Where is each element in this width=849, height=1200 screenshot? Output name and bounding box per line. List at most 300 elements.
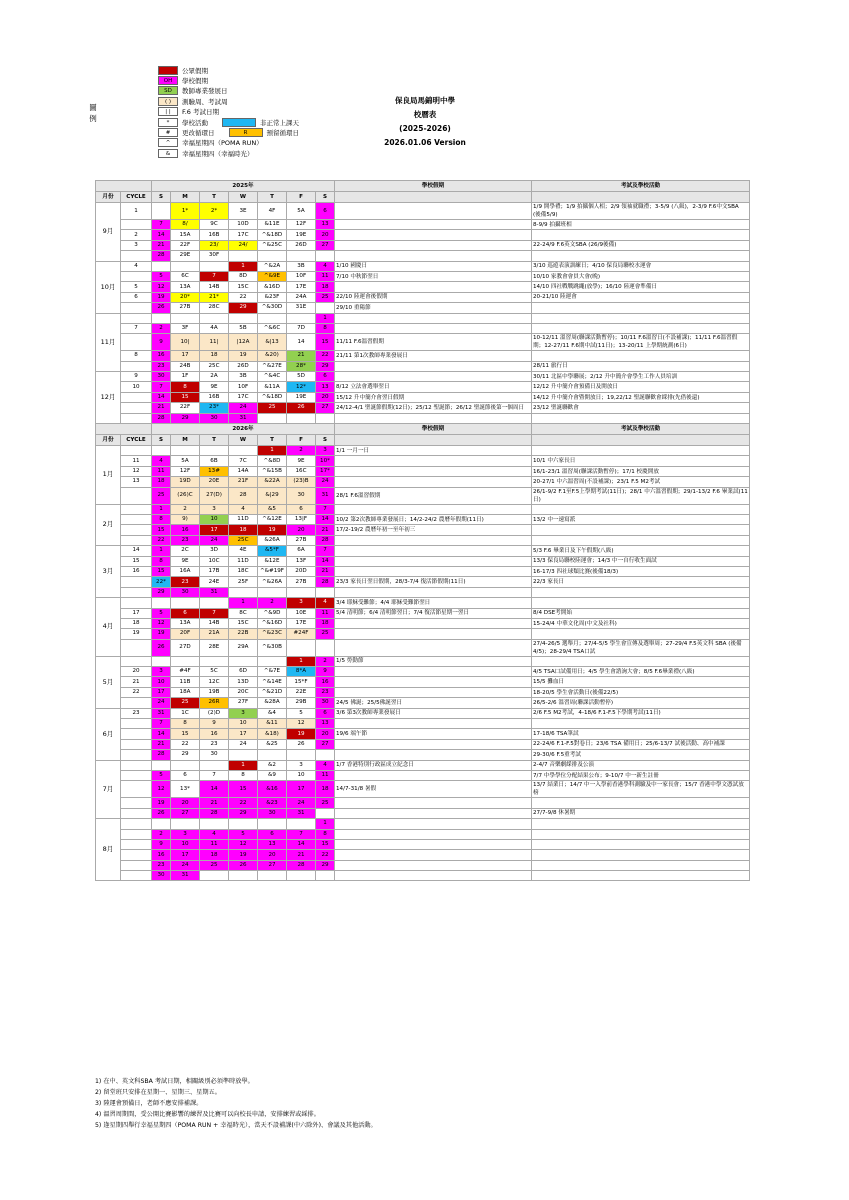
day-cell xyxy=(229,251,258,261)
cycle-number: 23 xyxy=(121,708,152,718)
day-cell xyxy=(287,639,316,656)
day-cell: &9 xyxy=(258,770,287,780)
day-cell: 8 xyxy=(152,514,171,524)
day-cell: 25 xyxy=(316,798,335,808)
day-cell xyxy=(200,313,229,323)
holiday-text xyxy=(335,413,532,423)
day-cell: 28E xyxy=(200,639,229,656)
day-cell: 31 xyxy=(287,808,316,818)
day-cell: 21 xyxy=(316,525,335,535)
day-cell xyxy=(287,750,316,760)
legend-swatch: & xyxy=(158,149,178,158)
day-cell: 23 xyxy=(152,860,171,870)
footnote: 2) 留堂班只安排在星期一、星期三、星期五。 xyxy=(95,1089,221,1096)
holiday-text xyxy=(335,220,532,230)
week-row xyxy=(96,639,750,656)
day-cell: 3E xyxy=(229,203,258,220)
day-cell xyxy=(152,261,171,271)
day-cell: 17 xyxy=(171,351,200,361)
cycle-number: 1 xyxy=(121,203,152,220)
cycle-number xyxy=(121,656,152,666)
day-cell: 31 xyxy=(200,587,229,597)
holiday-text: 1/5 勞動節 xyxy=(335,656,532,666)
week-row xyxy=(96,535,750,545)
weekday-header: W xyxy=(229,192,258,203)
day-cell: &22A xyxy=(258,477,287,487)
day-cell: &4 xyxy=(258,708,287,718)
week-row xyxy=(96,351,750,361)
day-cell: 18 xyxy=(316,282,335,292)
event-text xyxy=(532,719,750,729)
day-cell: 7 xyxy=(152,382,171,392)
cycle-number xyxy=(121,781,152,798)
day-cell: &28A xyxy=(258,698,287,708)
day-cell: 3B xyxy=(287,261,316,271)
day-cell: 17C xyxy=(229,392,258,402)
blank-cell xyxy=(335,192,532,203)
day-cell xyxy=(258,750,287,760)
holiday-text: 1/1 一月一日 xyxy=(335,446,532,456)
day-cell xyxy=(152,819,171,829)
day-cell: 20 xyxy=(316,392,335,402)
day-cell: 20 xyxy=(316,729,335,739)
doc-title: 校曆表 xyxy=(413,110,437,119)
day-cell: 11| xyxy=(200,334,229,351)
blank-cell xyxy=(532,435,750,446)
week-row xyxy=(96,466,750,476)
day-cell: 27 xyxy=(316,403,335,413)
day-cell: 27 xyxy=(258,860,287,870)
event-text: 28/11 旅行日 xyxy=(532,361,750,371)
day-cell: 9C xyxy=(200,220,229,230)
holiday-text: 8/12 立法會選舉翌日 xyxy=(335,382,532,392)
day-cell xyxy=(171,313,200,323)
day-cell: 12 xyxy=(152,618,171,628)
holiday-text xyxy=(335,361,532,371)
day-cell: 26 xyxy=(287,739,316,749)
day-cell: ^&#19F xyxy=(258,566,287,576)
day-cell: 3 xyxy=(200,504,229,514)
day-cell xyxy=(152,313,171,323)
legend-text: F.6 考試日期 xyxy=(182,108,219,117)
event-text xyxy=(532,230,750,240)
month-label: 1月 xyxy=(96,446,121,505)
month-label: 7月 xyxy=(96,760,121,819)
event-text: 22-24/6 F.1-F.5對卷日；23/6 TSA 備用日；25/6-13/7 試後活動、高中補課 xyxy=(532,739,750,749)
day-cell: &16 xyxy=(258,781,287,798)
event-text: 18-20/5 學生會活動日(後備22/5) xyxy=(532,687,750,697)
event-text xyxy=(532,413,750,423)
cycle-number: 21 xyxy=(121,677,152,687)
week-row xyxy=(96,220,750,230)
day-cell: 18 xyxy=(200,850,229,860)
day-cell: 20E xyxy=(200,477,229,487)
day-cell xyxy=(258,871,287,881)
day-cell: 11D xyxy=(229,556,258,566)
day-cell: 31 xyxy=(171,871,200,881)
day-cell xyxy=(152,598,171,608)
day-cell: 5 xyxy=(229,829,258,839)
week-row xyxy=(96,361,750,371)
day-cell: 29 xyxy=(229,808,258,818)
day-cell: 17 xyxy=(171,850,200,860)
day-cell: 18A xyxy=(171,687,200,697)
day-cell: &11 xyxy=(258,719,287,729)
day-cell: 20D xyxy=(287,566,316,576)
holiday-text xyxy=(335,566,532,576)
event-text xyxy=(532,313,750,323)
weekday-header: S xyxy=(152,435,171,446)
day-cell: ^&4C xyxy=(258,372,287,382)
weekday-header: W xyxy=(229,435,258,446)
day-cell: 24E xyxy=(200,577,229,587)
cycle-number xyxy=(121,750,152,760)
legend-row xyxy=(158,96,299,106)
day-cell: 1* xyxy=(171,203,200,220)
day-cell: 11 xyxy=(316,271,335,281)
day-cell: 29 xyxy=(229,303,258,313)
event-text xyxy=(532,839,750,849)
day-cell: 12* xyxy=(287,382,316,392)
day-cell: 24B xyxy=(171,361,200,371)
day-cell: 21* xyxy=(200,292,229,302)
day-cell: 14 xyxy=(152,729,171,739)
day-cell: 5D xyxy=(287,372,316,382)
day-cell: 7 xyxy=(200,271,229,281)
week-row xyxy=(96,413,750,423)
day-cell: 26 xyxy=(287,403,316,413)
day-cell: 14 xyxy=(152,230,171,240)
event-text xyxy=(532,629,750,639)
day-cell: 14B xyxy=(200,282,229,292)
day-cell: (23)B xyxy=(287,477,316,487)
day-cell: 20 xyxy=(287,525,316,535)
day-cell: 27F xyxy=(229,698,258,708)
day-cell: 10 xyxy=(152,677,171,687)
week-row xyxy=(96,860,750,870)
day-cell: 20 xyxy=(171,798,200,808)
day-cell: 10* xyxy=(316,456,335,466)
event-text xyxy=(532,829,750,839)
day-cell: 30 xyxy=(200,750,229,760)
legend-text: 非正常上課天 xyxy=(260,118,299,127)
cycle-number xyxy=(121,514,152,524)
day-cell: &18) xyxy=(258,729,287,739)
holiday-text xyxy=(335,556,532,566)
footnote: 4) 溫習周期間，受公開比賽影響的練習及比賽可以向校長申請，安排練習或綵排。 xyxy=(95,1111,320,1118)
day-cell: 22 xyxy=(152,535,171,545)
holiday-text xyxy=(335,240,532,250)
day-cell: 27B xyxy=(287,535,316,545)
day-cell: 7 xyxy=(152,220,171,230)
day-cell: 4F xyxy=(258,203,287,220)
day-cell: 8 xyxy=(152,556,171,566)
day-cell: 27B xyxy=(171,303,200,313)
holiday-text xyxy=(335,719,532,729)
holiday-text xyxy=(335,808,532,818)
day-cell: ^&25C xyxy=(258,240,287,250)
cycle-number: 7 xyxy=(121,323,152,333)
day-cell: 27 xyxy=(171,808,200,818)
cycle-number xyxy=(121,504,152,514)
event-text: 14/10 四社戰戰跳繩(放學)；16/10 陸運會準備日 xyxy=(532,282,750,292)
week-row xyxy=(96,403,750,413)
week-row xyxy=(96,829,750,839)
cycle-number: 11 xyxy=(121,456,152,466)
day-cell: 22* xyxy=(152,577,171,587)
event-text xyxy=(532,504,750,514)
week-row xyxy=(96,781,750,798)
day-cell xyxy=(316,750,335,760)
day-cell xyxy=(171,261,200,271)
holiday-text: 28/1 F.6溫習假期 xyxy=(335,487,532,504)
holiday-text xyxy=(335,829,532,839)
day-cell: 6A xyxy=(287,546,316,556)
holiday-text xyxy=(335,456,532,466)
day-cell: 4E xyxy=(229,546,258,556)
day-cell: 17 xyxy=(200,525,229,535)
day-cell xyxy=(316,587,335,597)
legend-row xyxy=(158,75,299,85)
day-cell: 19 xyxy=(258,525,287,535)
day-cell: &16D xyxy=(258,282,287,292)
day-cell xyxy=(229,446,258,456)
day-cell: 10F xyxy=(287,271,316,281)
day-cell: 14 xyxy=(200,781,229,798)
day-cell: 3 xyxy=(316,446,335,456)
day-cell: #24F xyxy=(287,629,316,639)
day-cell: 7 xyxy=(152,719,171,729)
weekday-header: T xyxy=(258,192,287,203)
month-label: 4月 xyxy=(96,598,121,657)
event-text xyxy=(532,860,750,870)
day-cell xyxy=(229,750,258,760)
day-cell: 8*A xyxy=(287,667,316,677)
holiday-text: 10/2 第2次教師專業發展日；14/2-24/2 農曆年假期(11日) xyxy=(335,514,532,524)
day-cell: 15 xyxy=(152,566,171,576)
day-cell: 1C xyxy=(171,708,200,718)
event-text: 16-17/3 四社球類比賽(後備18/3) xyxy=(532,566,750,576)
day-cell: 20C xyxy=(229,687,258,697)
week-row xyxy=(96,514,750,524)
day-cell: 19B xyxy=(200,687,229,697)
event-text xyxy=(532,535,750,545)
cycle-number xyxy=(121,770,152,780)
holiday-text: 29/10 重陽節 xyxy=(335,303,532,313)
calendar-table xyxy=(95,180,750,881)
day-cell: 13* xyxy=(171,781,200,798)
weekday-header: S xyxy=(152,192,171,203)
day-cell: 23 xyxy=(152,361,171,371)
day-cell xyxy=(200,446,229,456)
day-cell: 19D xyxy=(171,477,200,487)
day-cell: 11B xyxy=(171,677,200,687)
day-cell: (2)D xyxy=(200,708,229,718)
day-cell: 23 xyxy=(200,739,229,749)
day-cell: 16 xyxy=(200,729,229,739)
day-cell: 17E xyxy=(287,618,316,628)
day-cell: 6 xyxy=(287,504,316,514)
month-label: 8月 xyxy=(96,819,121,881)
cycle-number xyxy=(121,392,152,402)
legend-row xyxy=(158,107,299,117)
week-row xyxy=(96,525,750,535)
day-cell: 18 xyxy=(316,781,335,798)
day-cell: 21 xyxy=(152,739,171,749)
day-cell: 9) xyxy=(171,514,200,524)
version: 2026.01.06 Version xyxy=(384,138,466,147)
day-cell: 2 xyxy=(258,598,287,608)
day-cell: 29E xyxy=(171,251,200,261)
day-cell: &25 xyxy=(258,739,287,749)
holiday-text: 23/3 家長日翌日假期，28/3-7/4 復活節假期(11日) xyxy=(335,577,532,587)
day-cell: 2 xyxy=(152,323,171,333)
event-text: 13/2 中一速寫派 xyxy=(532,514,750,524)
day-cell: 6D xyxy=(229,667,258,677)
day-cell: 28 xyxy=(287,860,316,870)
legend-text: 學校活動 xyxy=(182,118,208,127)
cycle-number xyxy=(121,535,152,545)
weekday-header: T xyxy=(200,435,229,446)
event-text: 23/12 聖誕聯歡會 xyxy=(532,403,750,413)
week-row xyxy=(96,504,750,514)
day-cell xyxy=(258,819,287,829)
cycle-number: 8 xyxy=(121,351,152,361)
week-row xyxy=(96,839,750,849)
week-row xyxy=(96,556,750,566)
day-cell: 24 xyxy=(287,798,316,808)
day-cell: 19 xyxy=(229,850,258,860)
holiday-text xyxy=(335,860,532,870)
day-cell: 25 xyxy=(200,860,229,870)
day-cell: 1 xyxy=(152,546,171,556)
week-row xyxy=(96,577,750,587)
day-cell: &5*F xyxy=(258,546,287,556)
cycle-number: 4 xyxy=(121,261,152,271)
week-row xyxy=(96,382,750,392)
day-cell: 3 xyxy=(287,598,316,608)
cycle-number xyxy=(121,525,152,535)
day-cell: 9E xyxy=(200,382,229,392)
day-cell: 13D xyxy=(229,677,258,687)
cycle-number xyxy=(121,808,152,818)
day-cell: ^&16D xyxy=(258,618,287,628)
cycle-number: 18 xyxy=(121,618,152,628)
day-cell: 29 xyxy=(171,413,200,423)
day-cell: 13 xyxy=(258,839,287,849)
day-cell: 17 xyxy=(152,687,171,697)
holiday-text: 3/4 耶穌受難節；4/4 耶穌受難節翌日 xyxy=(335,598,532,608)
day-cell: 15 xyxy=(316,839,335,849)
week-row xyxy=(96,230,750,240)
day-cell: 10F xyxy=(229,382,258,392)
legend-row xyxy=(158,117,299,127)
day-cell: ^&12E xyxy=(258,514,287,524)
legend-row xyxy=(158,148,299,158)
event-text: 10-12/11 溫習周(聯課活動暫停)；10/11 F.6溫習日(不設補課)；11/11 F.6溫習假期；12-27/11 F.6期中試(11日)；13-20/11 上學期統測(6日) xyxy=(532,334,750,351)
day-cell: ^&14E xyxy=(258,677,287,687)
day-cell: 15A xyxy=(171,230,200,240)
event-text xyxy=(532,446,750,456)
event-text: 30/11 北區中學聯展；2/12 升中簡介會學生工作人員培訓 xyxy=(532,372,750,382)
week-row xyxy=(96,251,750,261)
legend-swatch: # xyxy=(158,128,178,137)
day-cell xyxy=(171,598,200,608)
day-cell: ^&15B xyxy=(258,466,287,476)
week-row xyxy=(96,808,750,818)
day-cell: 27(D) xyxy=(200,487,229,504)
day-cell xyxy=(258,313,287,323)
event-text: 5/3 F.6 畢業日及下午假期(八級) xyxy=(532,546,750,556)
day-cell: 1 xyxy=(287,656,316,666)
holiday-text: 1/7 香港特別行政區成立紀念日 xyxy=(335,760,532,770)
day-cell: 5 xyxy=(152,271,171,281)
day-cell: 26D xyxy=(287,240,316,250)
day-cell: ^&9D xyxy=(258,608,287,618)
day-cell xyxy=(316,639,335,656)
day-cell: 13 xyxy=(316,382,335,392)
day-cell: 11 xyxy=(200,839,229,849)
day-cell: 7C xyxy=(229,456,258,466)
event-text: 13/3 保良局聯校陸運會；14/3 中一自行收生面試 xyxy=(532,556,750,566)
day-cell: 14A xyxy=(229,466,258,476)
day-cell: 15 xyxy=(316,334,335,351)
day-cell: 7 xyxy=(200,770,229,780)
holiday-text xyxy=(335,230,532,240)
day-cell: 24 xyxy=(152,698,171,708)
day-cell: 28 xyxy=(200,808,229,818)
legend-text: 測驗周、考試周 xyxy=(182,97,228,106)
day-cell: 21 xyxy=(316,566,335,576)
day-cell: 2 xyxy=(171,504,200,514)
cycle-number xyxy=(121,860,152,870)
day-cell: ^&18D xyxy=(258,392,287,402)
legend-swatch: SD xyxy=(158,86,178,95)
day-cell: 25 xyxy=(316,292,335,302)
cycle-number xyxy=(121,871,152,881)
week-row xyxy=(96,608,750,618)
day-cell: 16A xyxy=(171,566,200,576)
holiday-text xyxy=(335,667,532,677)
weekday-header: F xyxy=(287,192,316,203)
day-cell: 13 xyxy=(316,220,335,230)
day-cell: 29 xyxy=(316,860,335,870)
holiday-text xyxy=(335,677,532,687)
day-cell: 5 xyxy=(152,770,171,780)
day-cell: #4F xyxy=(171,667,200,677)
legend-title: 圖例 xyxy=(89,103,97,123)
week-row xyxy=(96,708,750,718)
week-row xyxy=(96,456,750,466)
legend-text: 學校假期 xyxy=(182,77,208,86)
day-cell: 22F xyxy=(171,403,200,413)
holiday-text: 14/7-31/8 暑假 xyxy=(335,781,532,798)
month-label: 10月 xyxy=(96,261,121,313)
day-cell xyxy=(229,819,258,829)
day-cell: 8/ xyxy=(171,220,200,230)
day-cell: 4 xyxy=(316,261,335,271)
day-cell: 4 xyxy=(152,456,171,466)
legend-text: 更改循環日 xyxy=(182,129,215,138)
day-cell: 14 xyxy=(287,839,316,849)
holiday-text xyxy=(335,839,532,849)
cycle-number xyxy=(121,839,152,849)
holiday-text xyxy=(335,546,532,556)
day-cell: 30F xyxy=(200,251,229,261)
weekday-header: M xyxy=(171,192,200,203)
day-cell xyxy=(316,808,335,818)
day-cell: 18 xyxy=(229,525,258,535)
